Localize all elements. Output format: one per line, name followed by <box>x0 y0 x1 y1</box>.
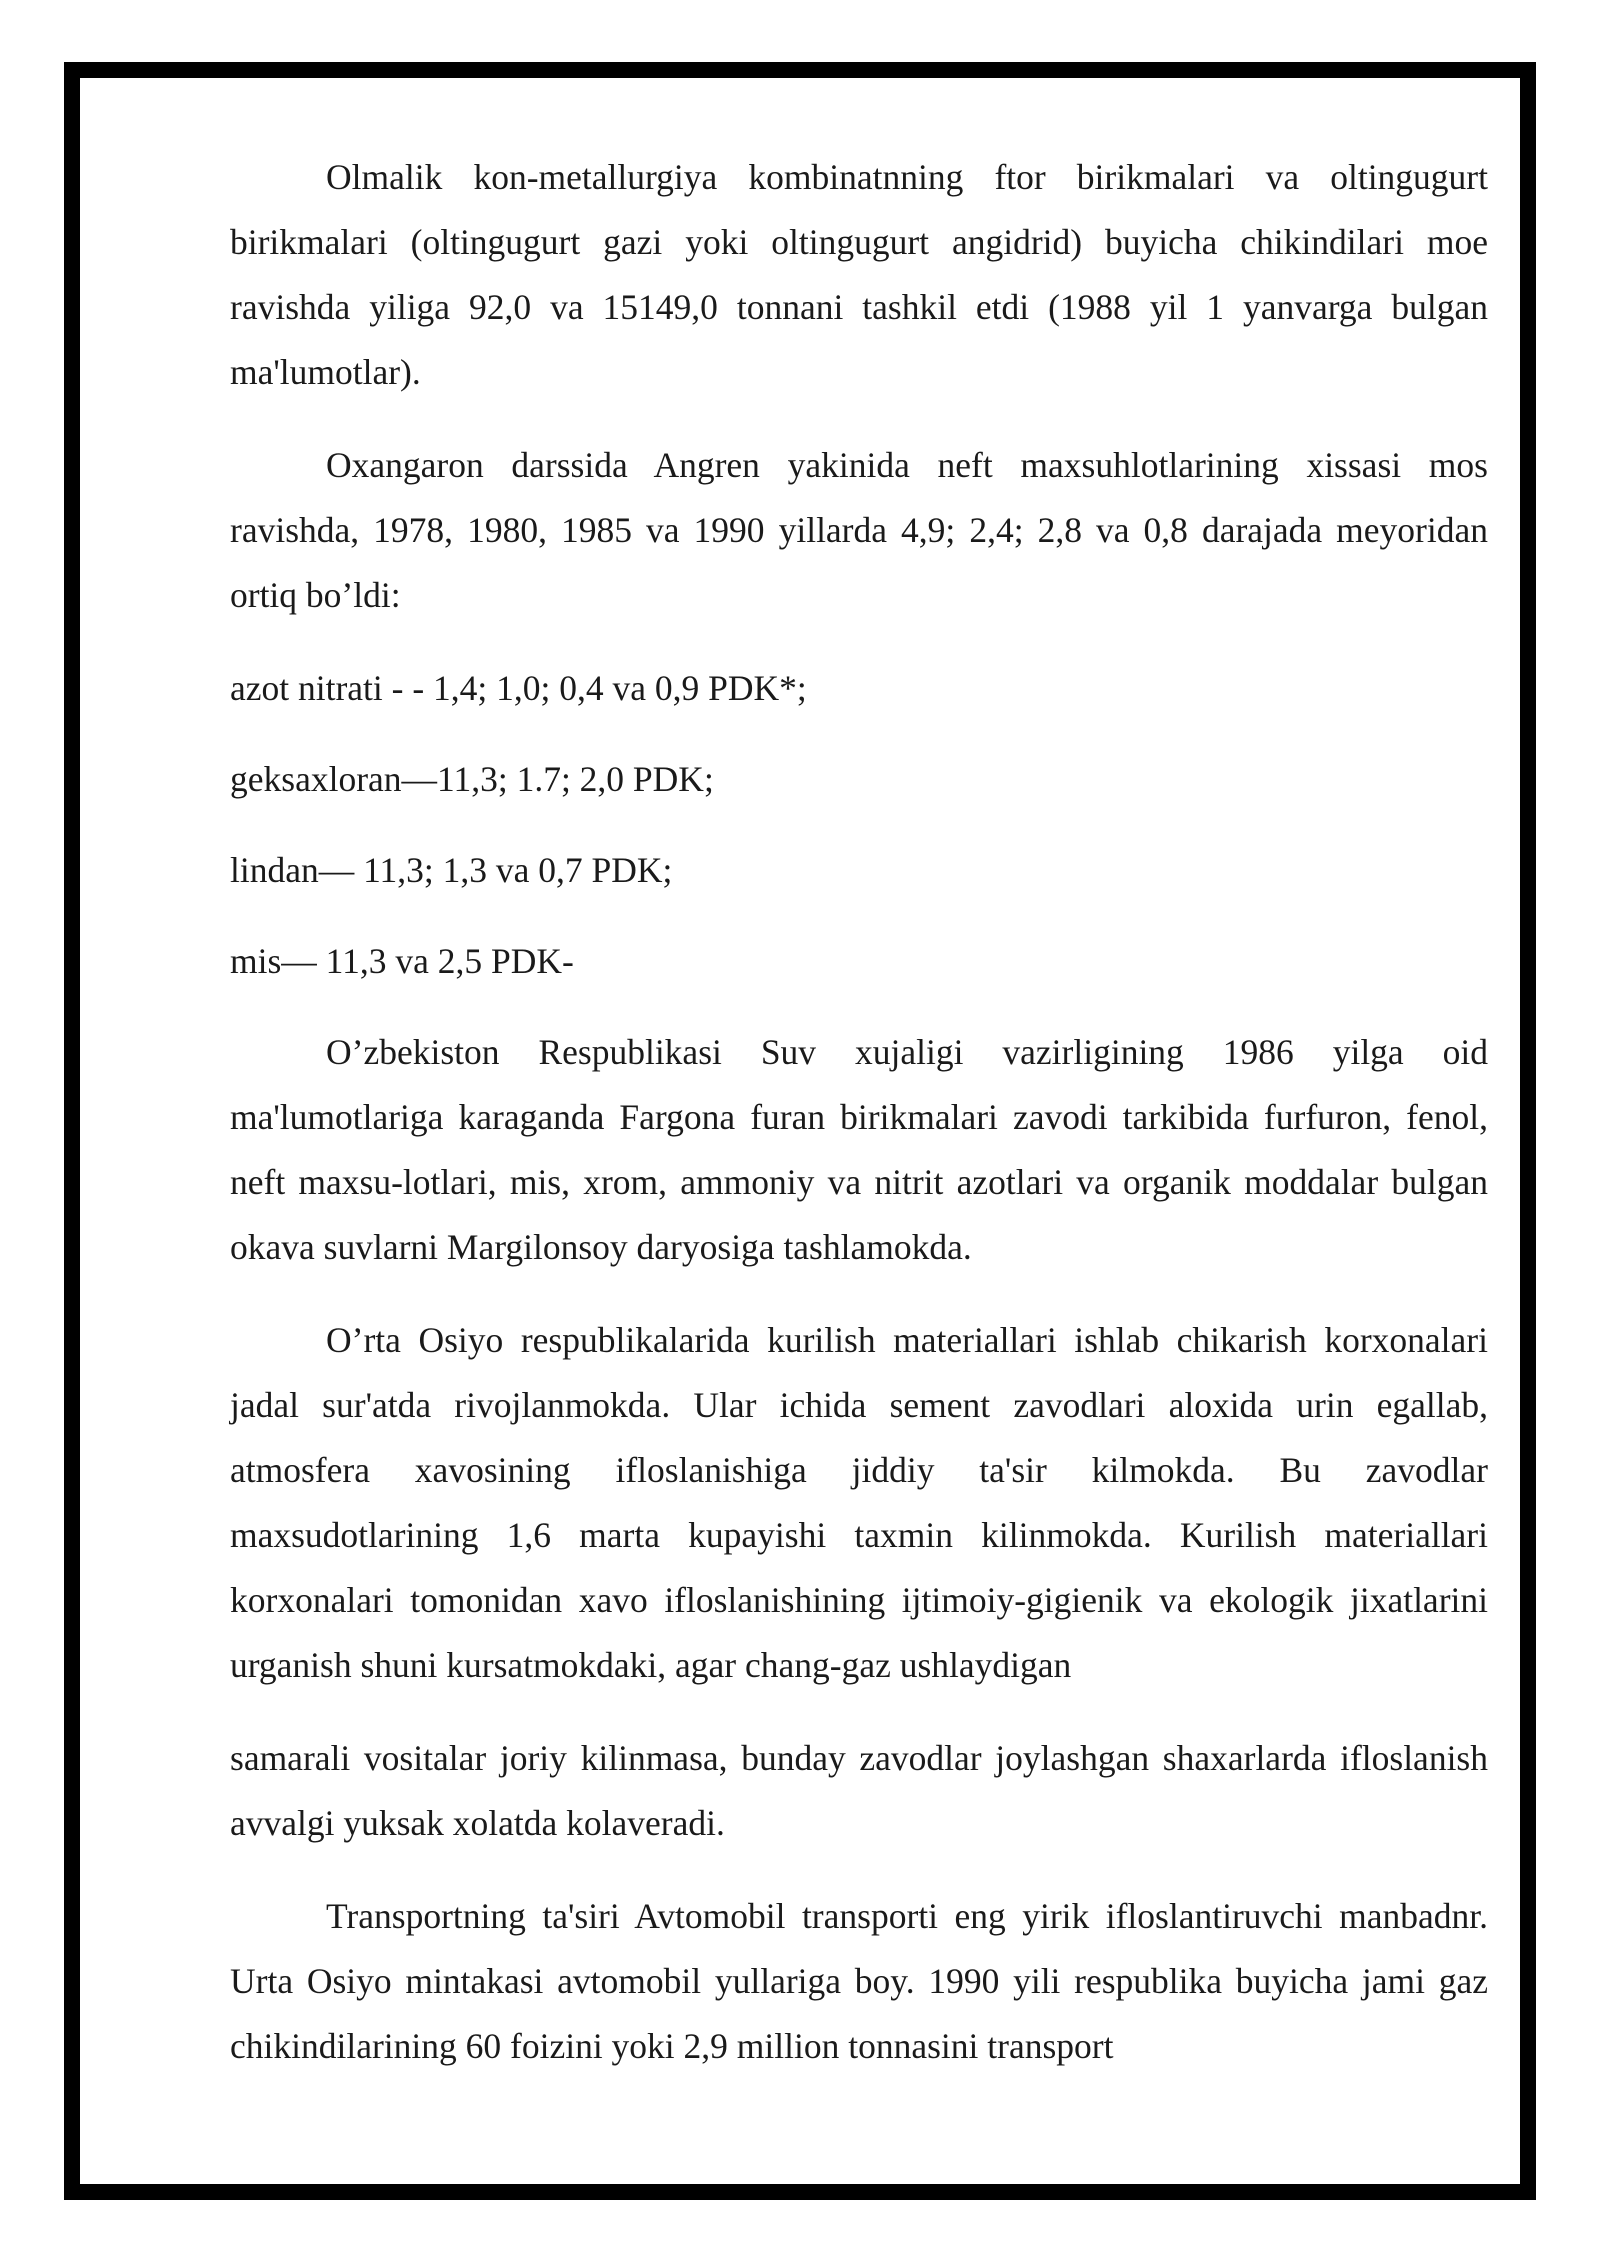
list-item-azot-nitrati: azot nitrati - - 1,4; 1,0; 0,4 va 0,9 PDK*; <box>230 668 807 708</box>
document-body <box>230 145 1488 2107</box>
list-item-mis: mis— 11,3 va 2,5 PDK- <box>230 941 574 981</box>
paragraph-continuation: samarali vositalar joriy kilinmasa, bunday zavodlar joylashgan shaxarlarda ifloslanish avvalgi yuksak xolatda kolaveradi. <box>230 1738 1488 1843</box>
paragraph-suv-xujaligi: O’zbekiston Respublikasi Suv xujaligi vazirligining 1986 yilga oid ma'lumotlariga karaganda Fargona furan birikmalari zavodi tarkibida furfuron, fenol, neft maxsu-lotlari, mis, xrom, ammoniy va nitrit azotlari va organik moddalar bulgan okava suvlarni Margilonsoy daryosiga tashlamokda. <box>230 1032 1488 1267</box>
paragraph-olmalik: Olmalik kon-metallurgiya kombinatnning ftor birikmalari va oltingugurt birikmalari (oltingugurt gazi yoki oltingugurt angidrid) buyicha chikindilari moe ravishda yiliga 92,0 va 15149,0 tonnani tashkil etdi (1988 yil 1 yanvarga bulgan ma'lumotlar). <box>230 157 1488 392</box>
paragraph-oxangaron: Oxangaron darssida Angren yakinida neft maxsuhlotlarining xissasi mos ravishda, 1978, 1980, 1985 va 1990 yillarda 4,9; 2,4; 2,8 va 0,8 darajada meyoridan ortiq bo’ldi: <box>230 445 1488 615</box>
paragraph-kurilish-materiallari: O’rta Osiyo respublikalarida kurilish materiallari ishlab chikarish korxonalari jadal sur'atda rivojlanmokda. Ular ichida sement zavodlari aloxida urin egallab, atmosfera xavosining ifloslanishiga jiddiy ta'sir kilmokda. Bu zavodlar maxsudotlarining 1,6 marta kupayishi taxmin kilinmokda. Kurilish materiallari korxonalari tomonidan xavo ifloslanishining ijtimoiy-gigienik va ekologik jixatlarini urganish shuni kursatmokdaki, agar chang-gaz ushlaydigan <box>230 1320 1488 1685</box>
list-item-lindan: lindan— 11,3; 1,3 va 0,7 PDK; <box>230 850 673 890</box>
list-item-geksaxloran: geksaxloran—11,3; 1.7; 2,0 PDK; <box>230 759 714 799</box>
paragraph-transport: Transportning ta'siri Avtomobil transporti eng yirik ifloslantiruvchi manbadnr. Urta Osiyo mintakasi avtomobil yullariga boy. 1990 yili respublika buyicha jami gaz chikindilarining 60 foizini yoki 2,9 million tonnasini transport <box>230 1896 1488 2066</box>
